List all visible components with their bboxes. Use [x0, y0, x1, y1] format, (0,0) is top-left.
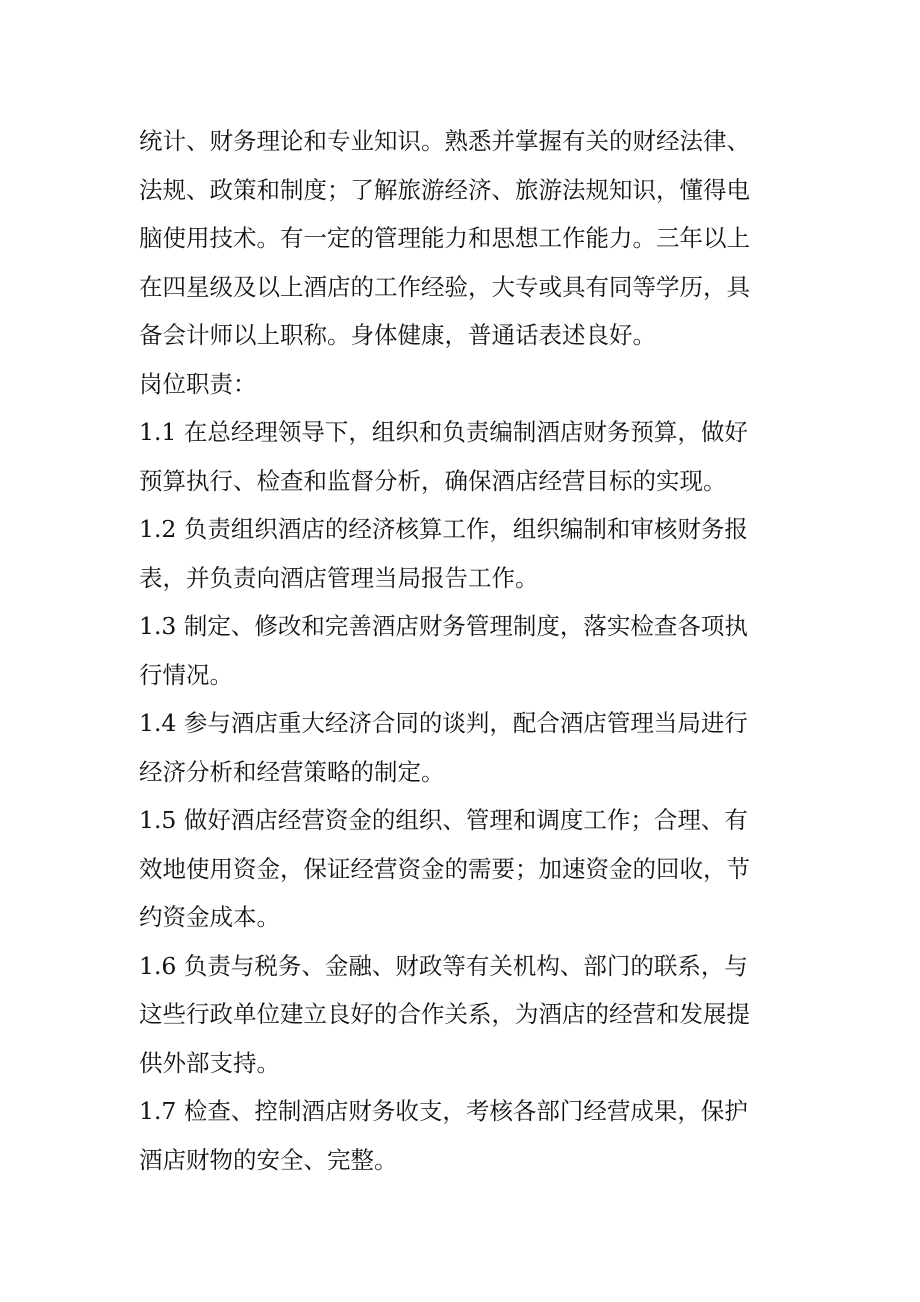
text-line: 供外部支持。 [139, 1048, 280, 1077]
document-body [139, 117, 789, 1184]
text-line: 统计、财务理论和专业知识。熟悉并掌握有关的财经法律、 [139, 127, 750, 155]
section-heading: 岗位职责： [139, 369, 257, 398]
duty-item-1-4: 1.4 参与酒店重大经济合同的谈判，配合酒店管理当局进行 [139, 709, 748, 737]
text-line: 这些行政单位建立良好的合作关系，为酒店的经营和发展提 [139, 1000, 750, 1028]
duty-item-1-2: 1.2 负责组织酒店的经济核算工作，组织编制和审核财务报 [139, 515, 748, 543]
text-line: 脑使用技术。有一定的管理能力和思想工作能力。三年以上 [139, 224, 750, 252]
duty-item-1-7: 1.7 检查、控制酒店财务收支，考核各部门经营成果，保护 [139, 1097, 748, 1125]
text-line: 在四星级及以上酒店的工作经验，大专或具有同等学历，具 [139, 272, 750, 301]
text-line: 表，并负责向酒店管理当局报告工作。 [139, 563, 539, 592]
duty-item-1-3: 1.3 制定、修改和完善酒店财务管理制度，落实检查各项执 [139, 612, 748, 640]
duty-item-1-1: 1.1 在总经理领导下，组织和负责编制酒店财务预算，做好 [139, 418, 748, 446]
text-line: 经济分析和经营策略的制定。 [139, 757, 445, 786]
text-line: 备会计师以上职称。身体健康，普通话表述良好。 [139, 321, 656, 349]
text-line: 效地使用资金，保证经营资金的需要；加速资金的回收，节 [139, 854, 750, 883]
duty-item-1-5: 1.5 做好酒店经营资金的组织、管理和调度工作；合理、有 [139, 806, 748, 834]
text-line: 预算执行、检查和监督分析，确保酒店经营目标的实现。 [139, 466, 727, 495]
text-line: 法规、政策和制度；了解旅游经济、旅游法规知识，懂得电 [139, 175, 750, 204]
text-line: 酒店财物的安全、完整。 [139, 1145, 398, 1174]
text-line: 约资金成本。 [139, 903, 280, 931]
text-line: 行情况。 [139, 660, 233, 689]
duty-item-1-6: 1.6 负责与税务、金融、财政等有关机构、部门的联系，与 [139, 951, 748, 980]
